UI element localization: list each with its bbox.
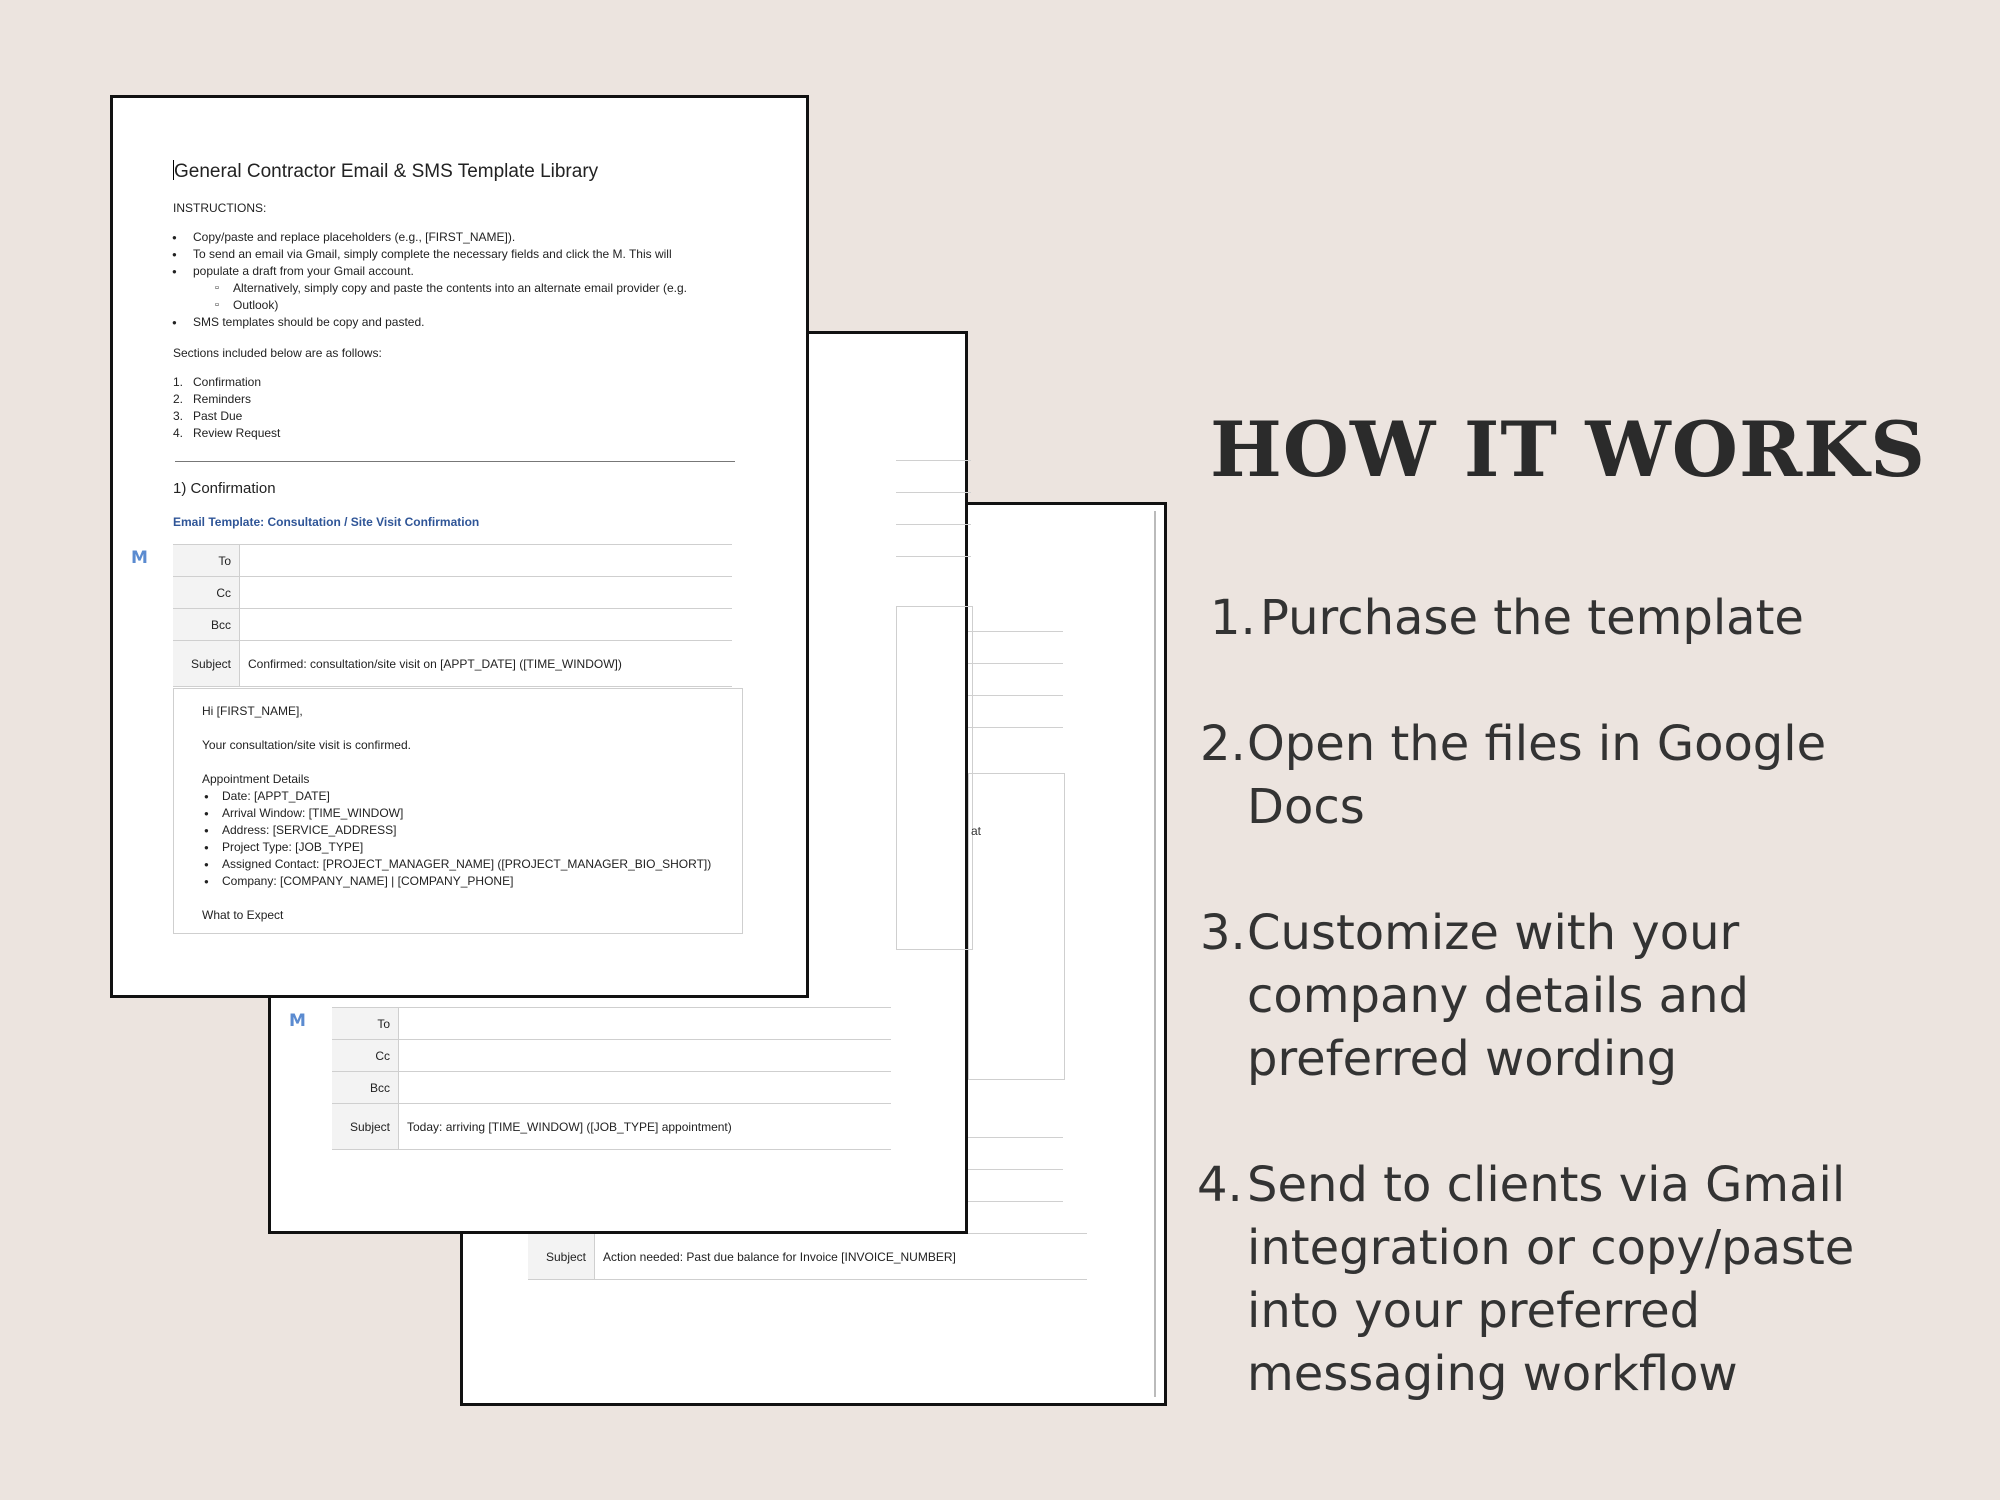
step-text-line: company details and (1247, 968, 1749, 1024)
body-box (968, 773, 1065, 1080)
table-line (896, 460, 971, 461)
expect-label: What to Expect (202, 908, 284, 922)
cc-label: Cc (173, 577, 240, 609)
table-line (968, 663, 1063, 664)
cc-label: Cc (332, 1040, 399, 1072)
detail-item: ● Address: [SERVICE_ADDRESS] (202, 822, 742, 839)
subject-value[interactable]: Action needed: Past due balance for Invoice [INVOICE_NUMBER] (595, 1234, 1088, 1280)
list-item: ▫ Alternatively, simply copy and paste the contents into an alternate email provider (e.g. (153, 280, 753, 297)
section-item (153, 408, 280, 425)
subject-value[interactable]: Today: arriving [TIME_WINDOW] ([JOB_TYPE] appointment) (399, 1104, 892, 1150)
section-label: Reminders (193, 392, 252, 406)
step-text-line: integration or copy/paste (1247, 1220, 1855, 1276)
scrollbar (1154, 511, 1156, 1397)
step-text-line: Docs (1247, 779, 1365, 835)
subject-value[interactable]: Confirmed: consultation/site visit on [APPT_DATE] ([TIME_WINDOW]) (240, 641, 733, 687)
step-text-line: into your preferred (1247, 1283, 1701, 1339)
to-field[interactable] (240, 545, 733, 577)
table-line (896, 524, 971, 525)
section-label: Review Request (193, 426, 281, 440)
cc-field[interactable] (399, 1040, 892, 1072)
section-number: 4. (173, 426, 184, 440)
step-number: 1. (1210, 590, 1256, 646)
table-line (968, 1169, 1063, 1170)
sections-list (153, 374, 280, 442)
list-item-continued (153, 297, 753, 314)
list-item-text: populate a draft from your Gmail account. (193, 264, 414, 278)
greeting: Hi [FIRST_NAME], (202, 704, 303, 718)
bcc-field[interactable] (240, 609, 733, 641)
table-line (968, 695, 1063, 696)
table-line (896, 492, 971, 493)
document-page-1 (110, 95, 809, 998)
detail-item: ● Assigned Contact: [PROJECT_MANAGER_NAME] ([PROJECT_MANAGER_BIO_SHORT]) (202, 856, 742, 873)
step-text-line: Customize with your (1247, 905, 1740, 961)
section-label: Confirmation (193, 375, 262, 389)
body-box (896, 606, 973, 950)
list-item: ● To send an email via Gmail, simply complete the necessary fields and click the M. This will (153, 246, 753, 263)
detail-item: ● Project Type: [JOB_TYPE] (202, 839, 742, 856)
instructions-label: INSTRUCTIONS: (173, 201, 267, 215)
section-item (153, 425, 280, 442)
section-number: 1. (173, 375, 184, 389)
document-title: General Contractor Email & SMS Template Library (174, 161, 599, 182)
table-line (968, 1137, 1063, 1138)
detail-item: ● Company: [COMPANY_NAME] | [COMPANY_PHONE] (202, 873, 742, 890)
email-body[interactable] (173, 688, 743, 934)
table-line (968, 1201, 1063, 1202)
email-fields-table (173, 544, 732, 687)
list-item-continued (153, 263, 753, 280)
table-line (968, 727, 1063, 728)
step-number: 2. (1200, 716, 1246, 772)
subject-label: Subject (332, 1104, 399, 1150)
bcc-field[interactable] (399, 1072, 892, 1104)
step-number: 4. (1197, 1157, 1243, 1213)
table-line (968, 631, 1063, 632)
subject-label: Subject (528, 1234, 595, 1280)
table-line (896, 556, 971, 557)
instructions-list (153, 229, 753, 331)
cc-field[interactable] (240, 577, 733, 609)
list-item: ● SMS templates should be copy and pasted. (153, 314, 753, 331)
bcc-label: Bcc (332, 1072, 399, 1104)
to-label: To (332, 1008, 399, 1040)
step-text-line: Open the files in Google (1247, 716, 1827, 772)
template-title: Email Template: Consultation / Site Visit Confirmation (173, 515, 480, 529)
divider (175, 461, 735, 462)
gmail-icon[interactable]: M (289, 1011, 306, 1031)
section-item (153, 391, 280, 408)
text-fragment: at (971, 824, 982, 838)
step-text: Purchase the template (1260, 590, 1804, 646)
details-label: Appointment Details (202, 772, 310, 786)
to-label: To (173, 545, 240, 577)
to-field[interactable] (399, 1008, 892, 1040)
section-heading: 1) Confirmation (173, 480, 276, 497)
section-item (153, 374, 280, 391)
section-label: Past Due (193, 409, 243, 423)
section-number: 2. (173, 392, 184, 406)
email-fields-table (332, 1007, 891, 1150)
detail-item: ● Date: [APPT_DATE] (202, 788, 742, 805)
body-line: Your consultation/site visit is confirmed. (202, 738, 411, 752)
bcc-label: Bcc (173, 609, 240, 641)
list-item-text: Outlook) (233, 298, 279, 312)
step-text-line: preferred wording (1247, 1031, 1678, 1087)
section-number: 3. (173, 409, 184, 423)
email-fields-table (528, 1233, 1087, 1280)
how-it-works-heading: HOW IT WORKS (1210, 405, 1927, 494)
list-item: ● Copy/paste and replace placeholders (e.g., [FIRST_NAME]). (153, 229, 753, 246)
step-number: 3. (1200, 905, 1246, 961)
detail-item: ● Arrival Window: [TIME_WINDOW] (202, 805, 742, 822)
subject-label: Subject (173, 641, 240, 687)
step-text-line: messaging workflow (1247, 1346, 1738, 1402)
gmail-icon[interactable]: M (131, 548, 148, 568)
step-text-line: Send to clients via Gmail (1247, 1157, 1846, 1213)
sections-label: Sections included below are as follows: (173, 346, 382, 360)
